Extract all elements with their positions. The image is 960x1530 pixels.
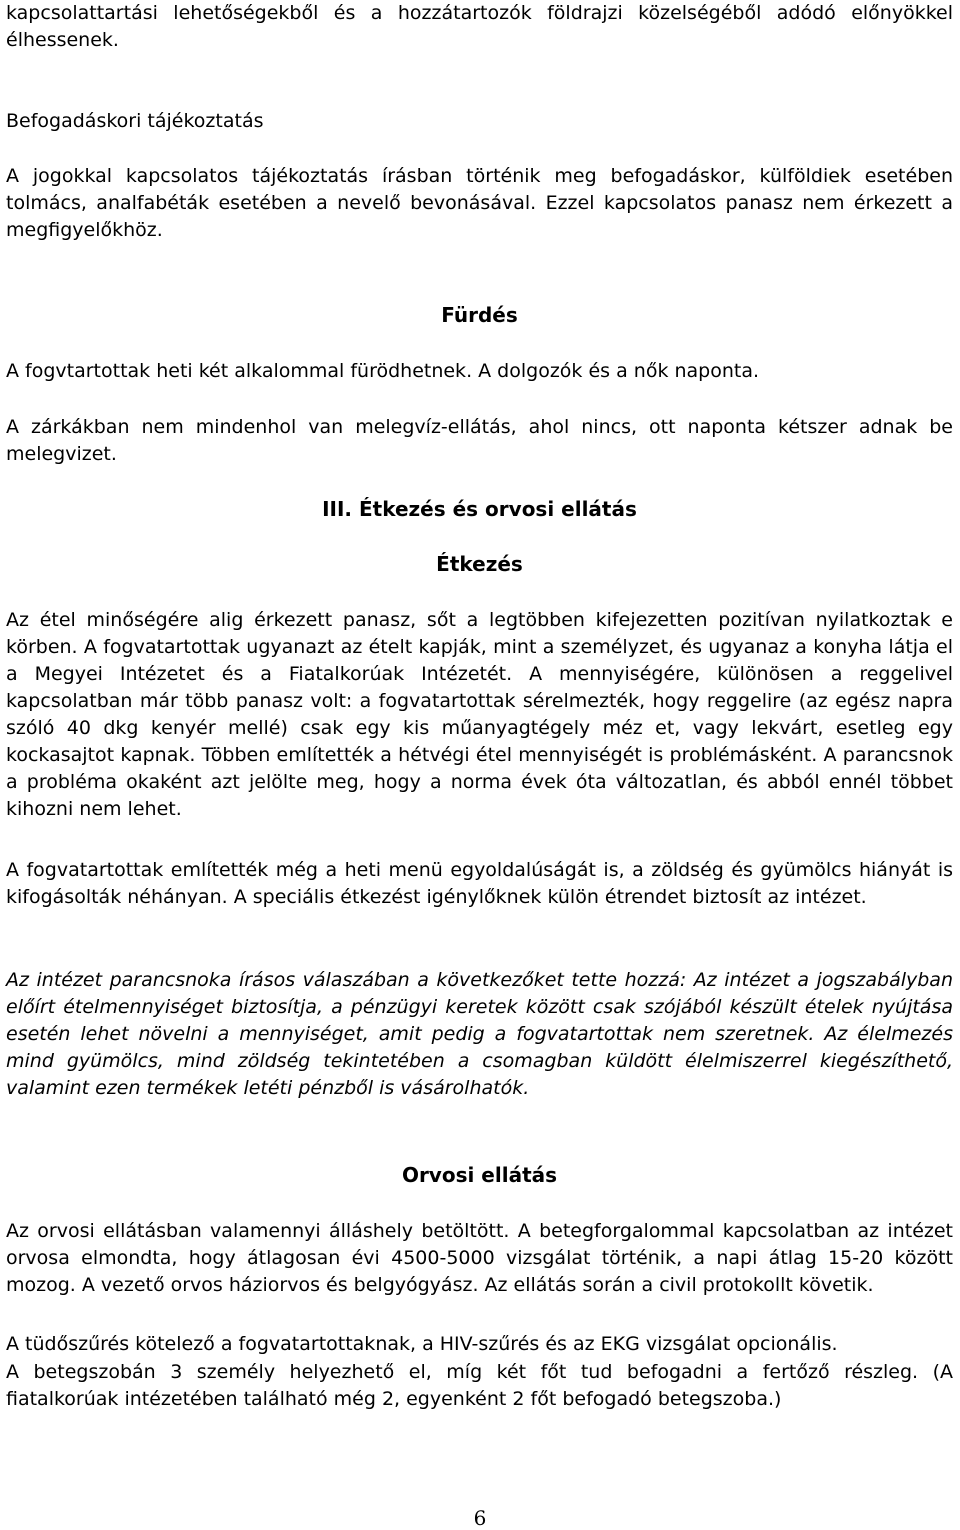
befogadas-paragraph: A jogokkal kapcsolatos tájékoztatás írásban történik meg befogadáskor, külföldiek esetében tolmács, analfabéták esetében a nevelő bevonásával. Ezzel kapcsolatos panasz nem érkezett a megfigyelőkhöz. <box>6 165 953 241</box>
etkezes-paragraph-3-italic: Az intézet parancsnoka írásos válaszában a következőket tette hozzá: Az intézet a jogszabályban előírt ételmennyiséget biztosítja, a pénzügyi keretek között csak szójából készült ételek nyújtása esetén lehet növelni a mennyiséget, amit pedig a fogvatartottak nem szeretnek. Az élelmezés mind gyümölcs, mind zöldség tekintetében a csomagban küldött élelmiszerrel kiegészíthető, valamint ezen termékek letéti pénzből is vásárolhatók. <box>6 969 953 1099</box>
orvosi-paragraph-3: A betegszobán 3 személy helyezhető el, míg két főt tud befogadni a fertőző részleg. (A fiatalkorúak intézetében található még 2, egyenként 2 főt befogadó betegszoba.) <box>6 1361 953 1410</box>
heading-chapter-3: III. Étkezés és orvosi ellátás <box>322 497 637 521</box>
orvosi-paragraph-1: Az orvosi ellátásban valamennyi álláshely betöltött. A betegforgalommal kapcsolatban az intézet orvosa elmondta, hogy átlagosan évi 4500-5000 vizsgálat történik, a napi átlag 15-20 között mozog. A vezető orvos háziorvos és belgyógyász. Az ellátás során a civil protokollt követik. <box>6 1220 953 1296</box>
heading-etkezes: Étkezés <box>436 552 523 576</box>
section-title-befogadas: Befogadáskori tájékoztatás <box>6 110 264 132</box>
intro-paragraph: kapcsolattartási lehetőségekből és a hozzátartozók földrajzi közelségéből adódó előnyökkel élhessenek. <box>6 2 953 51</box>
etkezes-paragraph-2: A fogvatartottak említették még a heti menü egyoldalúságát is, a zöldség és gyümölcs hiányát is kifogásolták néhányan. A speciális étkezést igénylőknek külön étrendet biztosít az intézet. <box>6 859 953 908</box>
furdes-paragraph-2: A zárkákban nem mindenhol van melegvíz-ellátás, ahol nincs, ott naponta kétszer adnak be melegvizet. <box>6 416 953 465</box>
etkezes-paragraph-1: Az étel minőségére alig érkezett panasz, sőt a legtöbben kifejezetten pozitívan nyilatkoztak e körben. A fogvatartottak ugyanazt az ételt kapják, mint a személyzet, és ugyanaz a konyha látja el a Megyei Intézetet és a Fiatalkorúak Intézetét. A mennyiségére, különösen a reggelivel kapcsolatban már több panasz volt: a fogvatartottak sérelmezték, hogy reggelire (az egész napra szóló 40 dkg kenyér mellé) csak egy kis műanyagtégely méz et, vagy lekvárt, esetleg egy kockasajtot kapnak. Többen említették a hétvégi étel mennyiségét is problémásként. A parancsnok a probléma okaként azt jelölte meg, hogy a norma évek óta változatlan, és abból ennél többet kihozni nem lehet. <box>6 609 953 820</box>
page-number: 6 <box>473 1506 487 1530</box>
heading-orvosi-ellatas: Orvosi ellátás <box>401 1163 558 1187</box>
heading-furdes: Fürdés <box>441 303 518 327</box>
orvosi-paragraph-2: A tüdőszűrés kötelező a fogvatartottaknak, a HIV-szűrés és az EKG vizsgálat opcionális. <box>6 1333 838 1355</box>
furdes-paragraph-1: A fogvtartottak heti két alkalommal fürödhetnek. A dolgozók és a nők naponta. <box>6 360 760 382</box>
